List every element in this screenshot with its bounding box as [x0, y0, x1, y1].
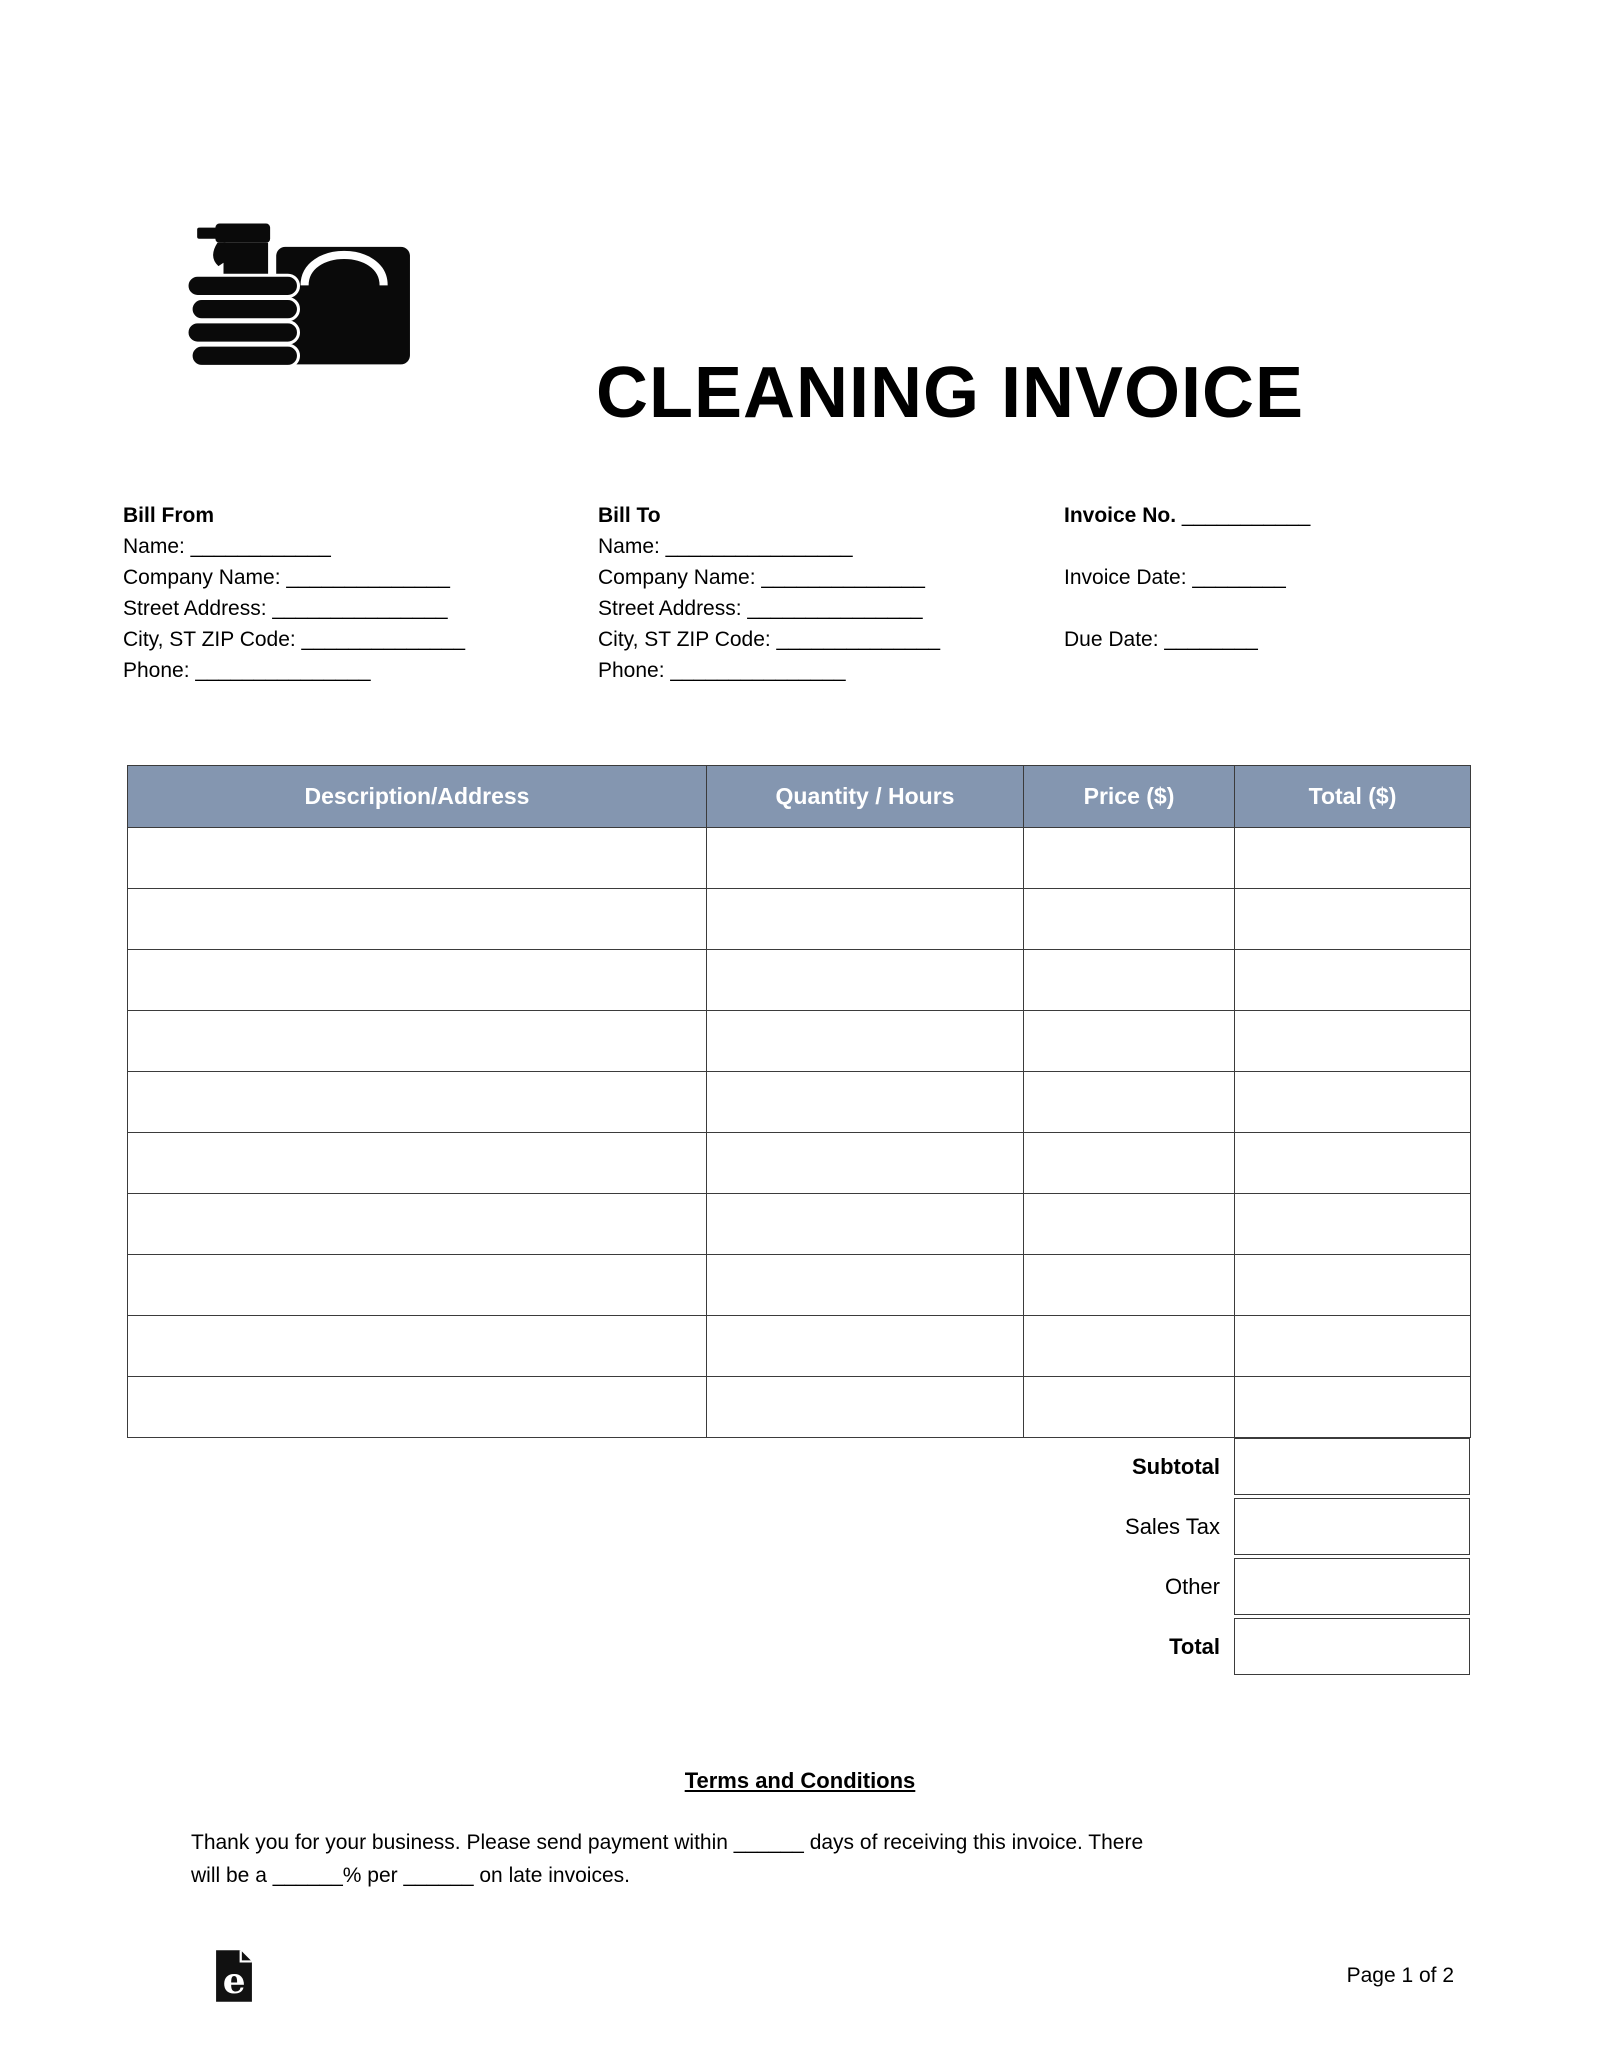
table-row: [128, 889, 1471, 950]
summary-row-other: [834, 1558, 1470, 1615]
summary-row-total: [834, 1618, 1470, 1675]
table-row: [128, 1194, 1471, 1255]
line-items-table: [127, 765, 1471, 1438]
bill-to-name-field: Name: ________________: [598, 535, 853, 558]
invoice-number-blank: ___________: [1181, 504, 1311, 527]
table-row: [128, 1255, 1471, 1316]
table-cell: [1235, 1316, 1471, 1377]
table-cell: [128, 1133, 707, 1194]
document-title: CLEANING INVOICE: [596, 353, 1305, 433]
table-cell: [1235, 828, 1471, 889]
svg-text:e: e: [222, 1959, 246, 2002]
table-cell: [707, 950, 1024, 1011]
sales-tax-label: Sales Tax: [1125, 1513, 1220, 1539]
other-label: Other: [1164, 1573, 1220, 1599]
table-row: [128, 1316, 1471, 1377]
table-row: [128, 1011, 1471, 1072]
subtotal-value-box: [1234, 1438, 1470, 1495]
terms-heading: Terms and Conditions: [684, 1768, 916, 1793]
terms-line-1: Thank you for your business. Please send payment within ______ days of receiving this invoice. There: [191, 1831, 1144, 1854]
table-cell: [1235, 950, 1471, 1011]
table-body: [128, 828, 1471, 1438]
summary-row-sales-tax: [834, 1498, 1470, 1555]
table-cell: [128, 1194, 707, 1255]
table-cell: [1024, 1011, 1235, 1072]
table-cell: [707, 1377, 1024, 1438]
table-cell: [1235, 1194, 1471, 1255]
sales-tax-value-box: [1234, 1498, 1470, 1555]
table-cell: [128, 950, 707, 1011]
invoice-number-label: Invoice No.: [1064, 504, 1177, 527]
table-cell: [128, 889, 707, 950]
column-header-total: Total ($): [1235, 766, 1471, 828]
table-cell: [128, 828, 707, 889]
table-row: [128, 1377, 1471, 1438]
column-header-price: Price ($): [1024, 766, 1235, 828]
bill-from-city-field: City, ST ZIP Code: ______________: [123, 628, 466, 651]
table-row: [128, 828, 1471, 889]
bill-from-name-field: Name: ____________: [123, 535, 331, 558]
table-cell: [707, 1133, 1024, 1194]
bill-to-company-field: Company Name: ______________: [598, 566, 925, 589]
summary-section: [834, 1438, 1470, 1678]
bill-from-company-field: Company Name: ______________: [123, 566, 450, 589]
table-cell: [707, 1255, 1024, 1316]
table-cell: [128, 1316, 707, 1377]
invoice-meta-section: [1064, 500, 1310, 655]
terms-paragraph: [191, 1826, 1451, 1892]
table-cell: [1235, 1133, 1471, 1194]
total-value-box: [1234, 1618, 1470, 1675]
column-header-quantity: Quantity / Hours: [707, 766, 1024, 828]
table-cell: [1024, 1133, 1235, 1194]
table-cell: [1024, 828, 1235, 889]
cleaning-supplies-icon: [185, 218, 413, 376]
bill-to-phone-field: Phone: _______________: [598, 659, 846, 682]
table-cell: [707, 1072, 1024, 1133]
table-cell: [707, 1011, 1024, 1072]
bill-to-city-field: City, ST ZIP Code: ______________: [598, 628, 941, 651]
table-cell: [1024, 889, 1235, 950]
terms-line-2: will be a ______% per ______ on late invoices.: [191, 1864, 630, 1887]
due-date-field: Due Date: ________: [1064, 628, 1258, 651]
other-value-box: [1234, 1558, 1470, 1615]
table-cell: [1024, 1377, 1235, 1438]
bill-from-street-field: Street Address: _______________: [123, 597, 448, 620]
table-cell: [1024, 1072, 1235, 1133]
page-number: Page 1 of 2: [1346, 1964, 1454, 1987]
bill-from-heading: Bill From: [123, 504, 215, 527]
table-cell: [1024, 1255, 1235, 1316]
table-cell: [128, 1255, 707, 1316]
table-cell: [1235, 889, 1471, 950]
table-cell: [1235, 1377, 1471, 1438]
bill-to-heading: Bill To: [598, 504, 661, 527]
table-cell: [128, 1072, 707, 1133]
table-header-row: [128, 766, 1471, 828]
bill-from-phone-field: Phone: _______________: [123, 659, 371, 682]
subtotal-label: Subtotal: [1132, 1453, 1220, 1479]
total-label: Total: [1169, 1633, 1220, 1659]
bill-from-section: [123, 500, 465, 686]
table-cell: [707, 889, 1024, 950]
bill-to-section: [598, 500, 940, 686]
table-row: [128, 1072, 1471, 1133]
table-cell: [1235, 1011, 1471, 1072]
table-cell: [1235, 1255, 1471, 1316]
table-cell: [1024, 950, 1235, 1011]
table-cell: [707, 1316, 1024, 1377]
table-cell: [707, 1194, 1024, 1255]
table-cell: [1024, 1194, 1235, 1255]
summary-row-subtotal: [834, 1438, 1470, 1495]
table-row: [128, 1133, 1471, 1194]
table-row: [128, 950, 1471, 1011]
eforms-document-icon: [211, 1948, 257, 2004]
column-header-description: Description/Address: [128, 766, 707, 828]
invoice-number-field: [1064, 500, 1310, 531]
table-cell: [128, 1011, 707, 1072]
table-cell: [707, 828, 1024, 889]
table-cell: [128, 1377, 707, 1438]
bill-to-street-field: Street Address: _______________: [598, 597, 923, 620]
table-cell: [1024, 1316, 1235, 1377]
invoice-date-field: Invoice Date: ________: [1064, 566, 1286, 589]
table-cell: [1235, 1072, 1471, 1133]
